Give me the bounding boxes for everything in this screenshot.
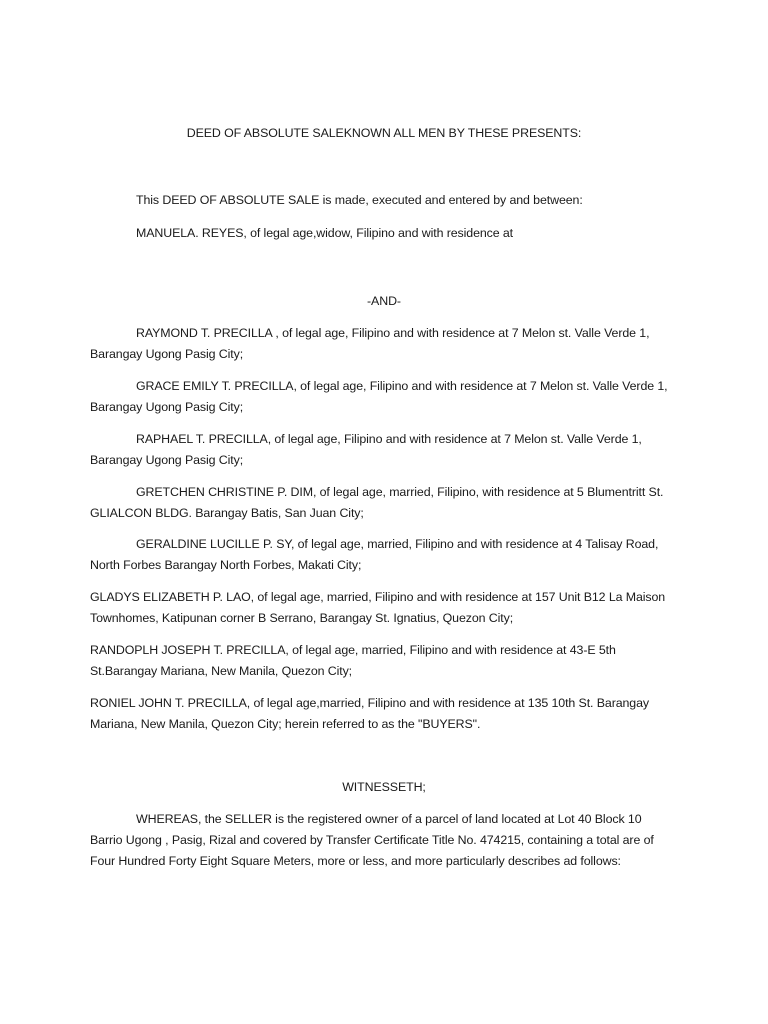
and-separator: -AND- (367, 294, 401, 308)
buyer-line: Barangay Ugong Pasig City; (90, 400, 244, 414)
buyer-line: RAYMOND T. PRECILLA , of legal age, Filipino and with residence at 7 Melon st. Valle Verde 1, (136, 326, 650, 340)
buyer-line: GLIALCON BLDG. Barangay Batis, San Juan City; (90, 506, 364, 520)
buyer-line: North Forbes Barangay North Forbes, Makati City; (90, 558, 362, 572)
buyer-line: Mariana, New Manila, Quezon City; herein referred to as the "BUYERS". (90, 717, 481, 731)
witnesseth-heading: WITNESSETH; (342, 780, 426, 794)
document-title: DEED OF ABSOLUTE SALEKNOWN ALL MEN BY THESE PRESENTS: (186, 126, 582, 140)
whereas-line: Barrio Ugong , Pasig, Rizal and covered by Transfer Certificate Title No. 474215, containing a total are of (90, 833, 654, 847)
buyer-line: St.Barangay Mariana, New Manila, Quezon City; (90, 664, 353, 678)
buyer-line: GERALDINE LUCILLE P. SY, of legal age, married, Filipino and with residence at 4 Talisay Road, (136, 537, 659, 551)
seller-paragraph: MANUELA. REYES, of legal age,widow, Filipino and with residence at (136, 226, 514, 240)
buyer-line: GRETCHEN CHRISTINE P. DIM, of legal age, married, Filipino, with residence at 5 Blumentritt St. (136, 485, 664, 499)
intro-paragraph: This DEED OF ABSOLUTE SALE is made, executed and entered by and between: (136, 193, 583, 207)
buyer-line: RAPHAEL T. PRECILLA, of legal age, Filipino and with residence at 7 Melon st. Valle Verde 1, (136, 432, 642, 446)
buyer-line: RONIEL JOHN T. PRECILLA, of legal age,married, Filipino and with residence at 135 10th St. Barangay (90, 696, 649, 710)
buyer-line: RANDOPLH JOSEPH T. PRECILLA, of legal age, married, Filipino and with residence at 43-E 5th (90, 643, 616, 657)
whereas-line: WHEREAS, the SELLER is the registered owner of a parcel of land located at Lot 40 Block 10 (136, 812, 642, 826)
whereas-line: Four Hundred Forty Eight Square Meters, more or less, and more particularly describes ad follows: (90, 854, 621, 868)
buyer-line: Barangay Ugong Pasig City; (90, 453, 244, 467)
buyer-line: Townhomes, Katipunan corner B Serrano, Barangay St. Ignatius, Quezon City; (90, 611, 514, 625)
buyer-line: GRACE EMILY T. PRECILLA, of legal age, Filipino and with residence at 7 Melon st. Valle Verde 1, (136, 379, 668, 393)
buyer-line: GLADYS ELIZABETH P. LAO, of legal age, married, Filipino and with residence at 157 Unit B12 La Maison (90, 590, 666, 604)
buyer-line: Barangay Ugong Pasig City; (90, 347, 244, 361)
